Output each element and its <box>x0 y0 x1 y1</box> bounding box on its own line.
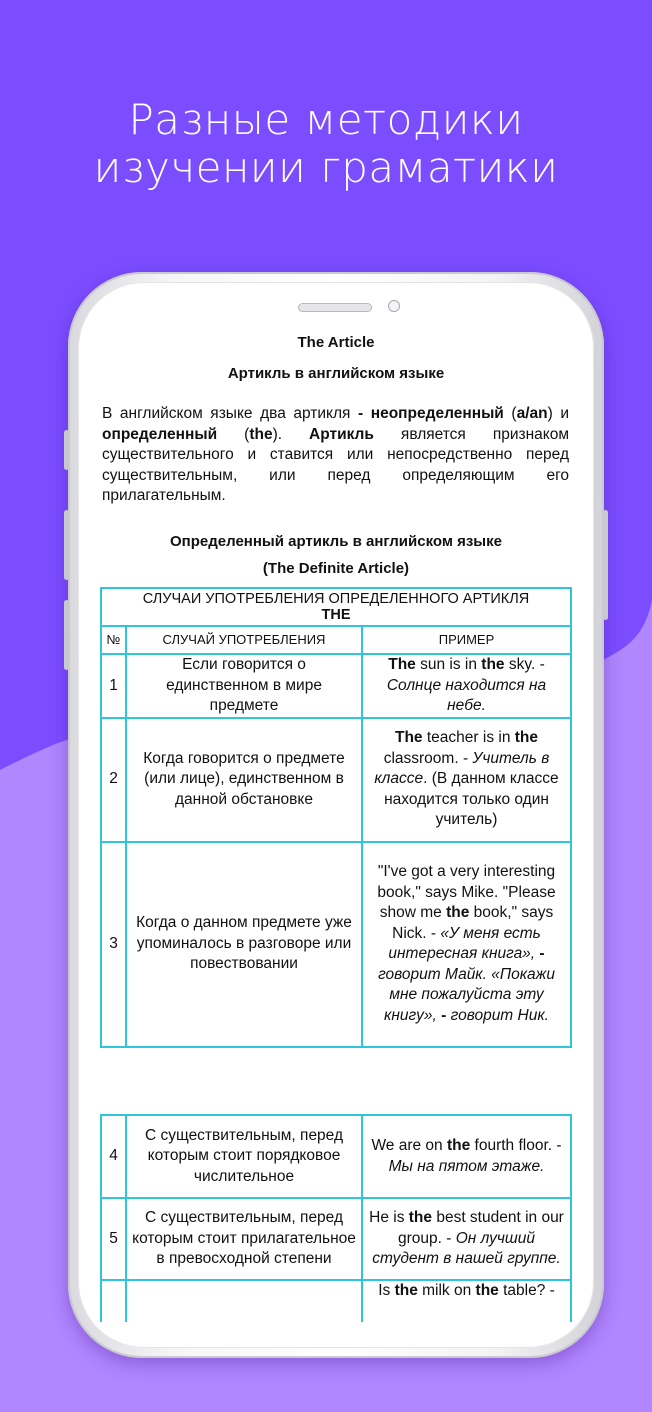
row-number: 4 <box>101 1115 126 1198</box>
section-title: Определенный артикль в английском языке <box>170 533 502 550</box>
row-number: 5 <box>101 1198 126 1280</box>
row-case <box>126 1280 362 1322</box>
example-text: milk on <box>417 1282 476 1299</box>
headline-line-2: изучении граматики <box>93 143 559 192</box>
example-text: the <box>475 1282 499 1299</box>
table-header-row <box>101 588 571 626</box>
row-example <box>362 1115 571 1198</box>
example-text: Солнце находится на небе. <box>386 676 547 714</box>
table-row <box>101 654 571 718</box>
volume-up-button <box>64 510 69 580</box>
mute-switch <box>64 430 69 470</box>
row-example <box>362 1280 571 1322</box>
front-camera <box>388 300 400 312</box>
example-text: best student in our group. - <box>397 1209 564 1247</box>
row-number: 3 <box>101 842 126 1047</box>
example-text: - <box>539 945 545 962</box>
row-example <box>362 1198 571 1280</box>
example-text: We are on <box>371 1137 447 1154</box>
row-number: 1 <box>101 654 126 718</box>
table-row <box>101 842 571 1047</box>
row-example <box>362 718 571 842</box>
col-num-header: № <box>101 626 126 654</box>
table-row <box>101 718 571 842</box>
example-text: classroom. - <box>383 749 473 767</box>
article-subtitle: Артикль в английском языке <box>227 365 445 382</box>
row-case: С существительным, перед которым стоит порядковое числительное <box>126 1115 362 1198</box>
col-case-header: СЛУЧАЙ УПОТРЕБЛЕНИЯ <box>126 626 362 654</box>
example-text: "I've got a very interesting book," says Mike. "Please show me <box>377 863 556 921</box>
example-text: «У меня есть интересная книга», <box>388 924 541 962</box>
phone-screen[interactable] <box>100 326 572 1322</box>
table-header-line-2: THE <box>321 607 351 623</box>
table-row <box>101 1115 571 1198</box>
intro-paragraph: В английском языке два артикля - неопределенный (a/an) и определенный (the). Артикль является признаком существительного и ставится или непосредственно перед существительным, или перед определяющим его прилагательным. <box>102 405 570 504</box>
example-text: the <box>481 656 505 673</box>
row-example <box>362 654 571 718</box>
example-text: The <box>388 656 416 673</box>
example-text: - <box>441 1006 451 1024</box>
example-text: book," says Nick. - <box>392 904 554 942</box>
rules-table-continued <box>100 1114 572 1322</box>
headline-line-1: Разные методики <box>128 95 524 144</box>
volume-down-button <box>64 600 69 670</box>
example-text: fourth floor. - <box>470 1137 562 1154</box>
row-case: С существительным, перед которым стоит прилагательное в превосходной степени <box>126 1198 362 1280</box>
rules-table <box>100 587 572 1048</box>
table-header-line-1: СЛУЧАИ УПОТРЕБЛЕНИЯ ОПРЕДЕЛЕННОГО АРТИКЛЯ <box>142 591 530 607</box>
table-row <box>101 1280 571 1322</box>
table-row <box>101 1198 571 1280</box>
example-text: Мы на пятом этаже. <box>388 1157 545 1175</box>
example-text: говорит Ник. <box>450 1006 549 1024</box>
example-text: table? - <box>498 1282 555 1299</box>
example-text: . (В данном классе находится только один учитель) <box>384 770 559 829</box>
example-text: говорит Майк. «Покажи мне пожалуйста эту книгу», <box>378 965 555 1024</box>
row-case: Когда о данном предмете уже упоминалось в разговоре или повествовании <box>126 842 362 1047</box>
example-text: the <box>446 904 470 921</box>
example-text: the <box>394 1282 418 1299</box>
row-number: 2 <box>101 718 126 842</box>
example-text: He is <box>369 1209 409 1227</box>
example-text: The <box>395 729 423 747</box>
example-text: the <box>514 729 538 747</box>
example-text: the <box>408 1209 433 1227</box>
article-title: The Article <box>297 334 375 351</box>
col-example-header: ПРИМЕР <box>362 626 571 654</box>
example-text: Учитель в классе <box>374 749 550 788</box>
example-text: Is <box>378 1282 395 1299</box>
row-case: Если говорится о единственном в мире предмете <box>126 654 362 718</box>
section-subtitle: (The Definite Article) <box>262 560 410 577</box>
column-header-row <box>101 626 571 654</box>
promo-headline <box>0 96 652 192</box>
table-header <box>101 588 571 626</box>
power-button <box>603 510 608 620</box>
example-text: sun is in <box>415 656 482 673</box>
example-text: Он лучший студент в нашей группе. <box>372 1229 561 1268</box>
example-text: sky. - <box>504 656 545 673</box>
example-text: teacher is in <box>422 729 515 747</box>
speaker-grille <box>298 303 372 312</box>
row-example <box>362 842 571 1047</box>
row-number <box>101 1280 126 1322</box>
row-case: Когда говорится о предмете (или лице), единственном в данной обстановке <box>126 718 362 842</box>
example-text: the <box>446 1137 471 1154</box>
